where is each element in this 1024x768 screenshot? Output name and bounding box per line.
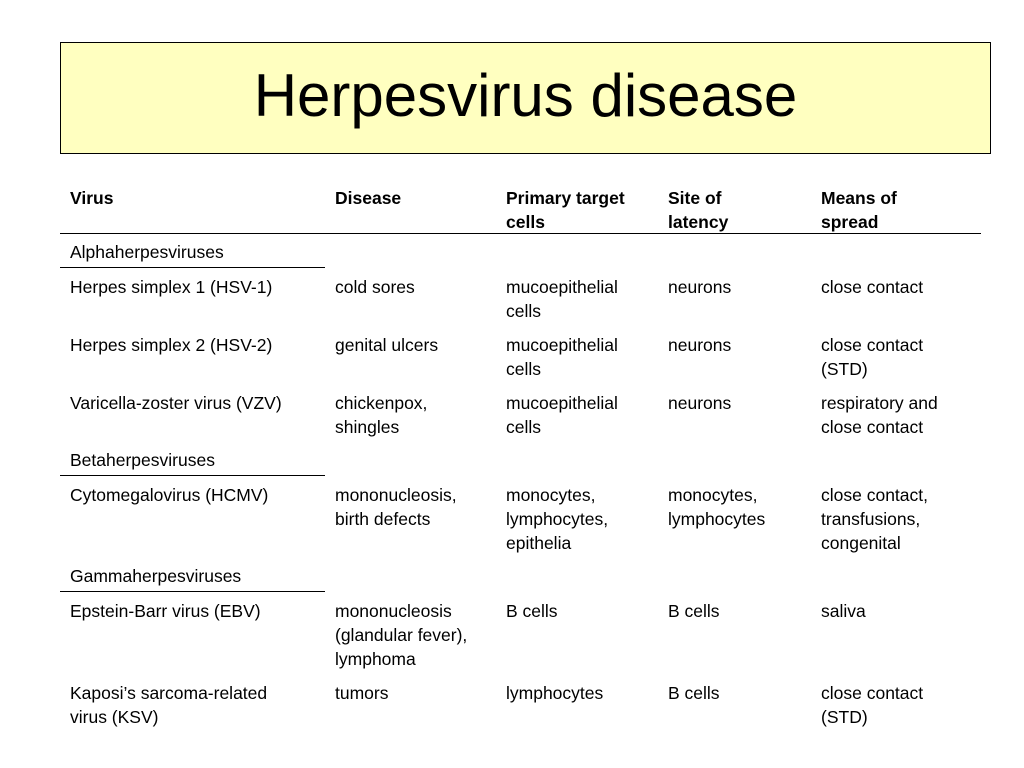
cell-target-cells: B cells [506, 601, 558, 621]
cell-spread: close contact, transfusions, congenital [821, 485, 928, 553]
cell-target-cells: mucoepithelial cells [506, 277, 618, 321]
cell-spread: close contact (STD) [821, 335, 924, 379]
table-row [60, 268, 981, 326]
cell-virus: Herpes simplex 2 (HSV-2) [70, 335, 273, 355]
table-row [60, 326, 981, 384]
group-label: Alphaherpesviruses [60, 234, 325, 268]
slide-title: Herpesvirus disease [253, 62, 798, 129]
cell-spread: respiratory and close contact [821, 393, 938, 437]
cell-latency: B cells [668, 683, 720, 703]
cell-latency: neurons [668, 335, 732, 355]
cell-target-cells: lymphocytes [506, 683, 604, 703]
table-row [60, 674, 981, 732]
cell-target-cells: monocytes, lymphocytes, epithelia [506, 485, 609, 553]
cell-virus: Epstein-Barr virus (EBV) [70, 601, 261, 621]
header-primary-target-cells: Primary target cells [506, 188, 625, 232]
group-row-alpha [60, 234, 981, 268]
cell-virus: Kaposi’s sarcoma-related virus (KSV) [70, 683, 268, 727]
cell-disease: genital ulcers [335, 335, 439, 355]
cell-latency: B cells [668, 601, 720, 621]
table-row [60, 384, 981, 442]
cell-spread: close contact [821, 277, 924, 297]
cell-target-cells: mucoepithelial cells [506, 393, 618, 437]
herpesvirus-table [60, 182, 981, 732]
group-label: Gammaherpesviruses [60, 558, 325, 592]
cell-disease: tumors [335, 683, 389, 703]
cell-spread: close contact (STD) [821, 683, 924, 727]
table-header-row [60, 182, 981, 234]
cell-virus: Cytomegalovirus (HCMV) [70, 485, 269, 505]
group-row-beta [60, 442, 981, 476]
cell-disease: chickenpox, shingles [335, 393, 428, 437]
header-disease: Disease [335, 188, 402, 208]
group-row-gamma [60, 558, 981, 592]
cell-target-cells: mucoepithelial cells [506, 335, 618, 379]
group-label: Betaherpesviruses [60, 442, 325, 476]
cell-disease: mononucleosis (glandular fever), lymphoma [335, 601, 468, 669]
table-row [60, 476, 981, 558]
cell-spread: saliva [821, 601, 866, 621]
cell-disease: mononucleosis, birth defects [335, 485, 457, 529]
header-virus: Virus [70, 188, 114, 208]
header-means-of-spread: Means of spread [821, 188, 897, 232]
title-box [60, 42, 991, 154]
cell-disease: cold sores [335, 277, 415, 297]
cell-latency: neurons [668, 277, 732, 297]
table-row [60, 592, 981, 674]
cell-latency: neurons [668, 393, 732, 413]
cell-virus: Varicella-zoster virus (VZV) [70, 393, 282, 413]
cell-virus: Herpes simplex 1 (HSV-1) [70, 277, 273, 297]
header-site-of-latency: Site of latency [668, 188, 729, 232]
cell-latency: monocytes, lymphocytes [668, 485, 766, 529]
